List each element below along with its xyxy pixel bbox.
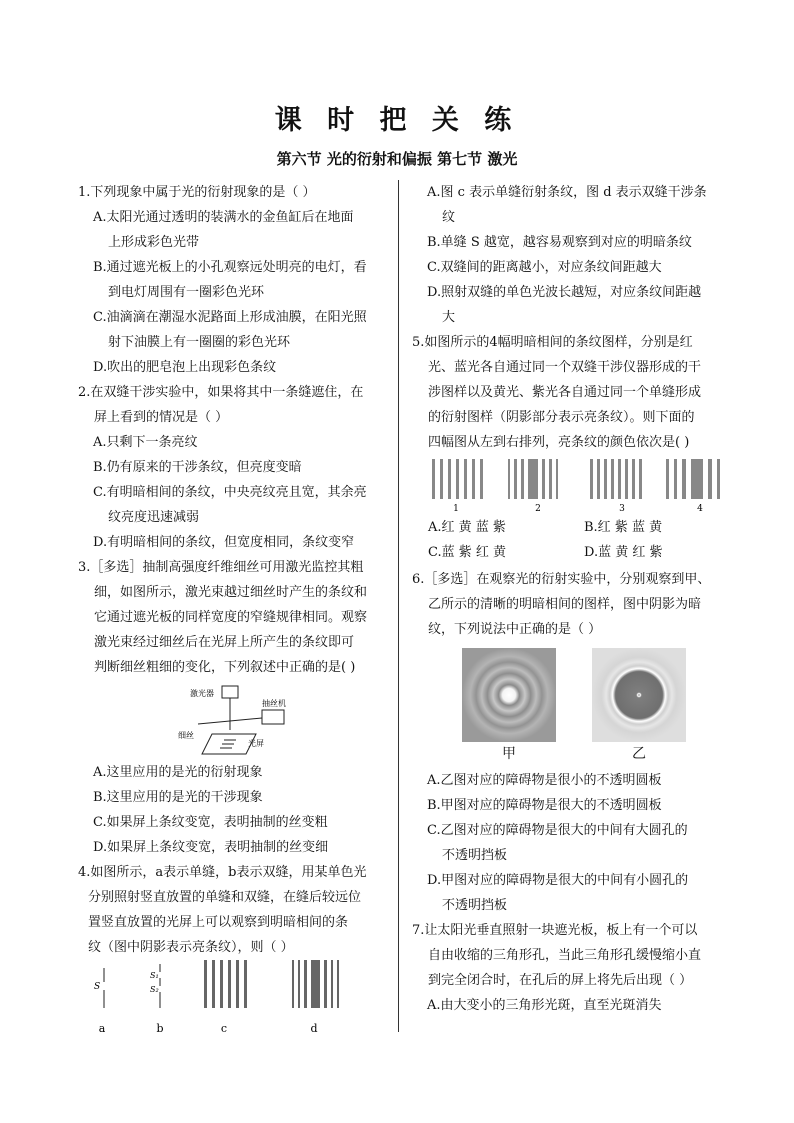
fringe — [666, 459, 669, 499]
question-4 — [78, 860, 390, 1038]
fringe — [304, 960, 307, 1008]
fringe — [514, 459, 517, 499]
diffraction-images — [412, 646, 726, 768]
laser-label: 激光器 — [190, 689, 214, 698]
q3-stem-4: 激光束经过细丝后在光屏上所产生的条纹即可 — [94, 635, 355, 650]
caption-d: d — [310, 1022, 318, 1035]
fringe — [440, 459, 443, 499]
q2-stem-cont: 屏上看到的情况是（ ） — [94, 410, 229, 425]
q4-option-a-cont: 纹 — [442, 210, 456, 225]
fringe — [236, 960, 239, 1008]
fringe — [632, 459, 635, 499]
fringe — [508, 459, 510, 499]
caption-a: a — [98, 1022, 106, 1035]
fringe — [556, 459, 558, 499]
q5-option-c: C.蓝 紫 红 黄 — [428, 545, 507, 560]
fringe — [298, 960, 300, 1008]
fringe — [717, 459, 720, 499]
q2-option-b: B.仍有原来的干涉条纹，但亮度变暗 — [93, 460, 302, 475]
slit-figure — [78, 960, 390, 1038]
pattern-2 — [508, 459, 558, 499]
q1-option-c: C.油滴滴在潮湿水泥路面上形成油膜，在阳光照 — [93, 310, 367, 325]
diffraction-captions — [412, 742, 726, 764]
diffraction-images-svg — [412, 646, 726, 742]
fringe — [639, 459, 642, 499]
fringe — [337, 960, 339, 1008]
column-divider — [398, 180, 399, 1032]
q2-option-d: D.有明暗相间的条纹，但宽度相同，条纹变窄 — [93, 535, 355, 550]
pattern-label-2: 2 — [535, 504, 541, 514]
fringe — [448, 459, 451, 499]
q7-stem-3: 到完全闭合时，在孔后的屏上将先后出现（ ） — [428, 973, 693, 988]
q5-option-a: A.红 黄 蓝 紫 — [428, 520, 506, 535]
q5-stem-5: 四幅图从左到右排列，亮条纹的颜色依次是( ) — [428, 435, 690, 450]
fringe — [691, 459, 703, 499]
q5-option-d: D.蓝 黄 红 紫 — [584, 545, 663, 560]
q4-stem-4: 纹（图中阴影表示亮条纹），则（ ） — [88, 940, 294, 955]
pattern-label-1: 1 — [453, 504, 459, 514]
q1-option-a-cont: 上形成彩色光带 — [108, 235, 200, 250]
q4-stem-1: 4.如图所示，a表示单缝，b表示双缝，用某单色光 — [78, 865, 367, 880]
caption-yi: 乙 — [632, 746, 646, 762]
fringe — [464, 459, 467, 499]
q2-option-c: C.有明暗相间的条纹，中央亮纹亮且宽，其余亮 — [93, 485, 367, 500]
slit-diagram — [78, 960, 390, 1038]
fringe — [597, 459, 600, 499]
wire-label: 细丝 — [178, 731, 194, 740]
fringe — [244, 960, 247, 1008]
q3-option-d: D.如果屏上条纹变宽，表明抽制的丝变细 — [93, 840, 329, 855]
fringe — [311, 960, 320, 1008]
pattern-1 — [432, 459, 483, 499]
q3-option-c: C.如果屏上条纹变宽，表明抽制的丝变粗 — [93, 815, 328, 830]
q2-option-c-cont: 纹亮度迅速减弱 — [108, 510, 200, 525]
caption-jia: 甲 — [502, 746, 516, 762]
fringe — [331, 960, 333, 1008]
q6-stem-2: 乙所示的清晰的明暗相间的图样，图中阴影为暗 — [428, 597, 702, 612]
fringe — [590, 459, 593, 499]
q4-option-a: A.图 c 表示单缝衍射条纹，图 d 表示双缝干涉条 — [427, 185, 707, 200]
fringe-patterns-figure — [412, 455, 726, 515]
q6-option-b: B.甲图对应的障碍物是很大的不透明圆板 — [427, 798, 662, 813]
fringe — [432, 459, 435, 499]
q1-option-c-cont: 射下油膜上有一圈圈的彩色光环 — [108, 335, 291, 350]
q6-option-c: C.乙图对应的障碍物是很大的中间有大圆孔的 — [427, 823, 688, 838]
fringe — [604, 459, 607, 499]
q6-option-d: D.甲图对应的障碍物是很大的中间有小圆孔的 — [427, 873, 689, 888]
q1-option-d: D.吹出的肥皂泡上出现彩色条纹 — [93, 360, 277, 375]
left-column — [78, 180, 390, 1038]
fringe — [472, 459, 475, 499]
q5-stem-4: 的衍射图样（阴影部分表示亮条纹）。则下面的 — [428, 410, 695, 425]
q5-option-b: B.红 紫 蓝 黄 — [584, 520, 663, 535]
pattern-d — [292, 960, 339, 1008]
page-subtitle: 第六节 光的衍射和偏振 第七节 激光 — [276, 150, 518, 168]
q5-options-row-1 — [412, 515, 726, 540]
q5-stem-1: 5.如图所示的4幅明暗相间的条纹图样，分别是红 — [412, 335, 693, 350]
question-2 — [78, 380, 390, 555]
q5-stem-3: 涉图样以及黄光、紫光各自通过同一个单缝形成 — [428, 385, 702, 400]
fringe-patterns — [412, 455, 726, 515]
q7-stem-2: 自由收缩的三角形孔，当此三角形孔缓慢缩小直 — [428, 948, 702, 963]
q1-option-b-cont: 到电灯周围有一圈彩色光环 — [108, 285, 265, 300]
question-1 — [78, 180, 390, 380]
fringe — [674, 459, 677, 499]
fringe — [549, 459, 552, 499]
q4-stem-2: 分别照射竖直放置的单缝和双缝，在缝后较远位 — [88, 890, 362, 905]
pattern-jia — [462, 648, 556, 742]
label-s1: S₁ — [150, 971, 159, 980]
q7-option-a: A.由大变小的三角形光斑，直至光斑消失 — [427, 998, 662, 1013]
fringe — [292, 960, 294, 1008]
q6-stem-1: 6.［多选］在观察光的衍射实验中，分别观察到甲、 — [412, 572, 711, 587]
pattern-yi — [592, 648, 686, 742]
q3-option-b: B.这里应用的是光的干涉现象 — [93, 790, 263, 805]
fringe — [212, 960, 215, 1008]
q6-option-a: A.乙图对应的障碍物是很小的不透明圆板 — [427, 773, 662, 788]
q3-option-a: A.这里应用的是光的衍射现象 — [93, 765, 263, 780]
pattern-label-4: 4 — [697, 504, 703, 514]
laser-box — [222, 686, 238, 698]
fringe — [324, 960, 327, 1008]
right-column — [412, 180, 726, 1018]
laser-monitor-figure — [78, 680, 390, 760]
pattern-c — [204, 960, 247, 1008]
fringe — [625, 459, 628, 499]
q4-stem-3: 置竖直放置的光屏上可以观察到明暗相间的条 — [88, 915, 349, 930]
fringe — [456, 459, 459, 499]
question-3 — [78, 555, 390, 860]
question-4-options — [412, 180, 726, 330]
fringe — [228, 960, 231, 1008]
fringe — [480, 459, 483, 499]
q2-stem: 2.在双缝干涉实验中，如果将其中一条缝遮住，在 — [78, 385, 364, 400]
fringe — [204, 960, 207, 1008]
laser-monitor-diagram — [78, 680, 390, 760]
q4-option-d: D.照射双缝的单色光波长越短，对应条纹间距越 — [427, 285, 702, 300]
fringe — [682, 459, 686, 499]
q4-option-b: B.单缝 S 越宽，越容易观察到对应的明暗条纹 — [427, 235, 692, 250]
question-6 — [412, 567, 726, 918]
label-s: S — [94, 982, 101, 992]
fringe — [618, 459, 621, 499]
q5-stem-2: 光、蓝光各自通过同一个双缝干涉仪器形成的干 — [428, 360, 702, 375]
question-7 — [412, 918, 726, 1018]
q4-option-d-cont: 大 — [442, 310, 456, 325]
q2-option-a: A.只剩下一条亮纹 — [93, 435, 198, 450]
q1-option-a: A.太阳光通过透明的装满水的金鱼缸后在地面 — [93, 210, 354, 225]
page-title: 课 时 把 关 练 — [274, 105, 520, 136]
label-s2: S₂ — [150, 985, 159, 994]
fringe — [521, 459, 524, 499]
question-5 — [412, 330, 726, 565]
q6-option-c-cont: 不透明挡板 — [442, 848, 508, 863]
fringe — [542, 459, 545, 499]
pattern-3 — [590, 459, 642, 499]
q7-stem-1: 7.让太阳光垂直照射一块遮光板，板上有一个可以 — [412, 923, 698, 938]
q1-stem: 1.下列现象中属于光的衍射现象的是（ ） — [78, 185, 316, 200]
q5-options-row-2 — [412, 540, 726, 565]
pattern-4 — [666, 459, 720, 499]
machine-label: 抽丝机 — [262, 699, 286, 708]
q6-option-d-cont: 不透明挡板 — [442, 898, 508, 913]
q3-stem-2: 细，如图所示，激光束越过细丝时产生的条纹和 — [94, 585, 368, 600]
q6-stem-3: 纹，下列说法中正确的是（ ） — [428, 622, 602, 637]
q4-option-c: C.双缝间的距离越小，对应条纹间距越大 — [427, 260, 662, 275]
q1-option-b: B.通过遮光板上的小孔观察远处明亮的电灯，看 — [93, 260, 367, 275]
fringe — [708, 459, 712, 499]
screen-label: 光屏 — [248, 739, 264, 748]
fringe — [220, 960, 223, 1008]
pattern-label-3: 3 — [619, 504, 625, 514]
caption-b: b — [156, 1022, 164, 1035]
q3-stem-3: 它通过遮光板的同样宽度的窄缝规律相同。观察 — [94, 610, 368, 625]
caption-c: c — [220, 1022, 228, 1035]
q3-stem-1: 3.［多选］抽制高强度纤维细丝可用激光监控其粗 — [78, 560, 364, 575]
fringe — [611, 459, 614, 499]
machine-box — [262, 710, 284, 724]
q3-stem-5: 判断细丝粗细的变化，下列叙述中正确的是( ) — [94, 660, 356, 675]
fringe — [528, 459, 538, 499]
